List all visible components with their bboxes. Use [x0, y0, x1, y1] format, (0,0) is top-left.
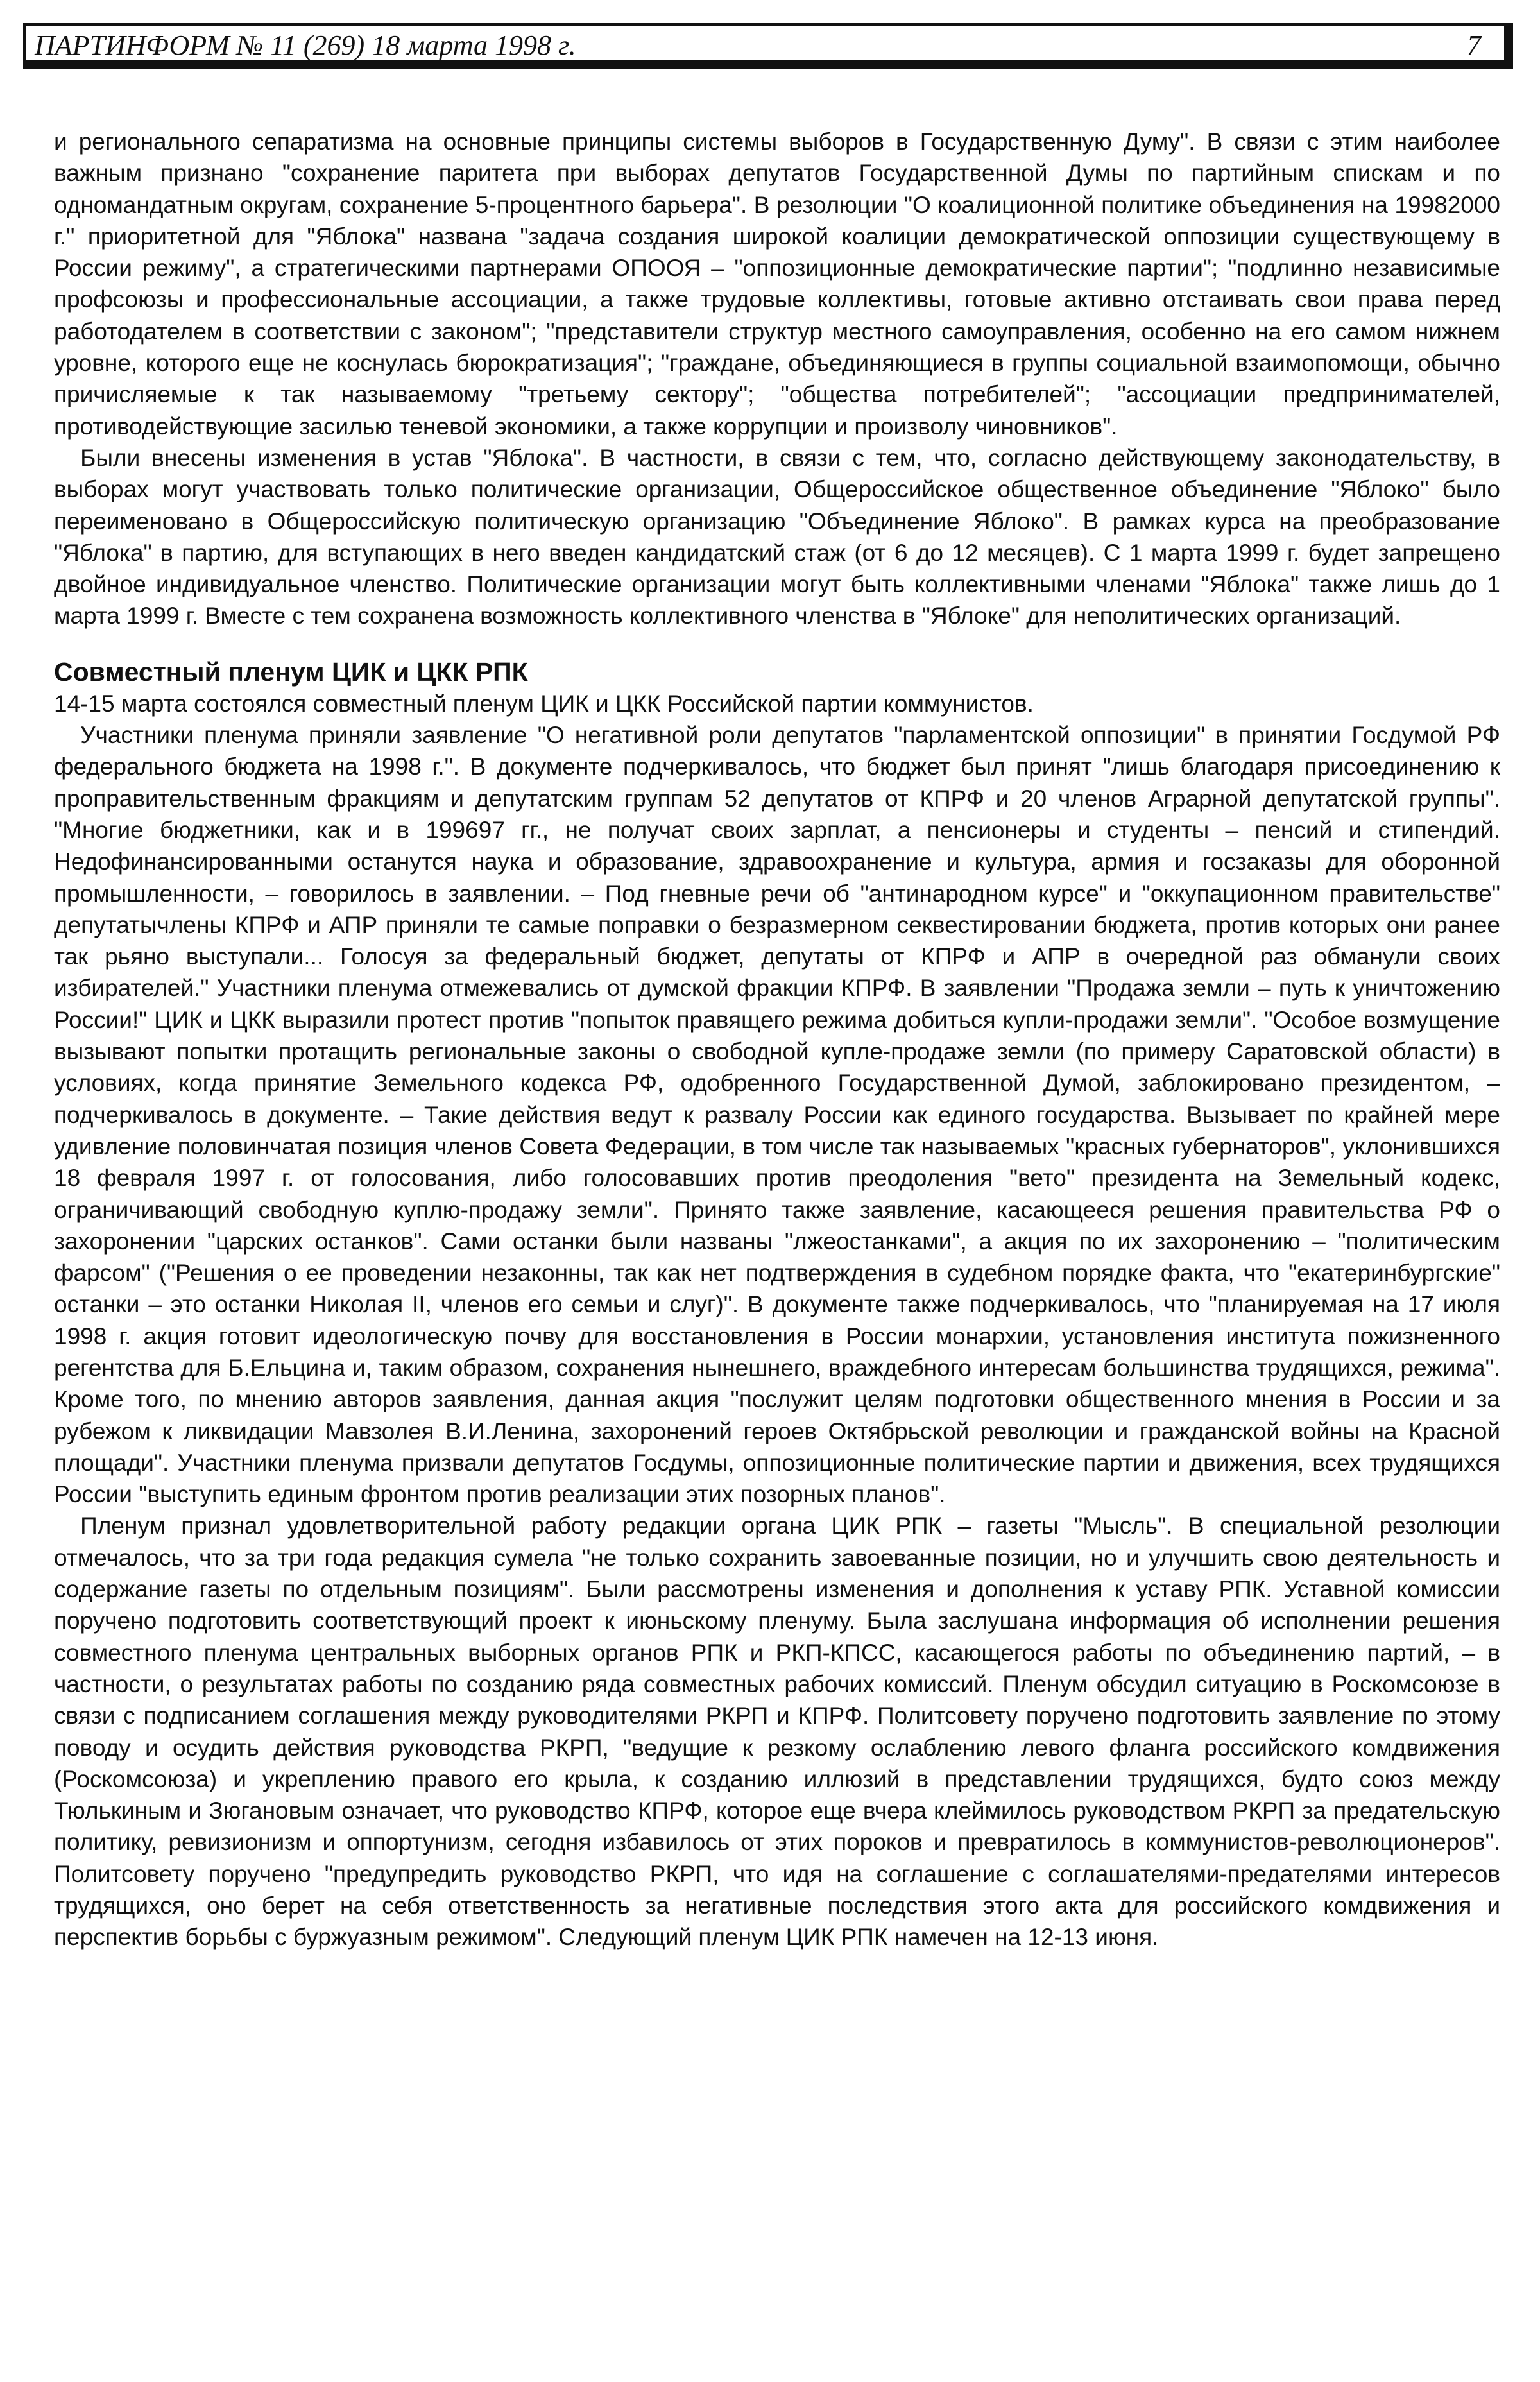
article-paragraph: и регионального сепаратизма на основные принципы системы выборов в Государственную Думу". В связи с этим наиболее важным признано "сохранение паритета при выборах депутатов Государственной Думы по партийным спискам и по одномандатным округам, сохранение 5-процентного барьера". В резолюции "О коалиционной политике объединения на 19982000 г." приоритетной для "Яблока" названа "задача создания широкой коалиции демократической оппозиции существующему в России режиму", а стратегическими партнерами ОПООЯ – "оппозиционные демократические партии"; "подлинно независимые профсоюзы и профессиональные ассоциации, а также трудовые коллективы, готовые активно отстаивать свои права перед работодателем в соответствии с законом"; "представители структур местного самоуправления, особенно на его самом нижнем уровне, которого еще не коснулась бюрократизация"; "граждане, объединяющиеся в группы социальной взаимопомощи, обычно причисляемые к так называемому "третьему сектору"; "общества потребителей"; "ассоциации предпринимателей, противодействующие засилью теневой экономики, а также коррупции и произволу чиновников". [54, 128, 1500, 440]
article-paragraph: Были внесены изменения в устав "Яблока". В частности, в связи с тем, что, согласно действующему законодательству, в выборах могут участвовать только политические организации, Общероссийское общественное объединение "Яблоко" было переименовано в Общероссийскую политическую организацию "Объединение Яблоко". В рамках курса на преобразование "Яблока" в партию, для вступающих в него введен кандидатский стаж (от 6 до 12 месяцев). С 1 марта 1999 г. будет запрещено двойное индивидуальное членство. Политические организации могут быть коллективными членами "Яблока" также лишь до 1 марта 1999 г. Вместе с тем сохранена возможность коллективного членства в "Яблоке" для неполитических организаций. [54, 444, 1500, 630]
article-body [54, 126, 1500, 1953]
page-number: 7 [1467, 30, 1481, 61]
page-header [23, 23, 1513, 69]
publication-title: ПАРТИНФОРМ № 11 (269) 18 марта 1998 г. [35, 30, 576, 61]
section-paragraph: 14-15 марта состоялся совместный пленум ЦИК и ЦКК Российской партии коммунистов. [54, 690, 1034, 717]
section-heading: Совместный пленум ЦИК и ЦКК РПК [54, 656, 528, 687]
section-paragraph: Участники пленума приняли заявление "О негативной роли депутатов "парламентской оппозиции" в принятии Госдумой РФ федерального бюджета на 1998 г.". В документе подчеркивалось, что бюджет был принят "лишь благодаря присоединению к проправительственным фракциям и депутатским группам 52 депутатов от КПРФ и 20 членов Аграрной депутатской группы". "Многие бюджетники, как и в 199697 гг., не получат своих зарплат, а пенсионеры и студенты – пенсий и стипендий. Недофинансированными останутся наука и образование, здравоохранение и культура, армия и госзаказы для оборонной промышленности, – говорилось в заявлении. – Под гневные речи об "антинародном курсе" и "оккупационном правительстве" депутатычлены КПРФ и АПР приняли те самые поправки о безразмерном секвестировании бюджета, против которых они ранее так рьяно выступали... Голосуя за федеральный бюджет, депутаты от КПРФ и АПР в очередной раз обманули своих избирателей." Участники пленума отмежевались от думской фракции КПРФ. В заявлении "Продажа земли – путь к уничтожению России!" ЦИК и ЦКК выразили протест против "попыток правящего режима добиться купли-продажи земли". "Особое возмущение вызывают попытки протащить региональные законы о свободной купле-продаже земли (по примеру Саратовской области) в условиях, когда принятие Земельного кодекса РФ, одобренного Государственной Думой, заблокировано президентом, – подчеркивалось в документе. – Такие действия ведут к развалу России как единого государства. Вызывает по крайней мере удивление половинчатая позиция членов Совета Федерации, в том числе так называемых "красных губернаторов", уклонившихся 18 февраля 1997 г. от голосования, либо голосовавших против преодоления "вето" президента на Земельный кодекс, ограничивающий свободную куплю-продажу земли". Принято также заявление, касающееся решения правительства РФ о захоронении "царских останков". Сами останки были названы "лжеостанками", а акция по их захоронению – "политическим фарсом" ("Решения о ее проведении незаконны, так как нет подтверждения в судебном порядке факта, что "екатеринбургские" останки – это останки Николая II, членов его семьи и слуг)". В документе также подчеркивалось, что "планируемая на 17 июля 1998 г. акция готовит идеологическую почву для восстановления в России монархии, установления института пожизненного регентства для Б.Ельцина и, таким образом, сохранения нынешнего, враждебного интересам большинства трудящихся, режима". Кроме того, по мнению авторов заявления, данная акция "послужит целям подготовки общественного мнения в России и за рубежом к ликвидации Мавзолея В.И.Ленина, захоронений героев Октябрьской революции и гражданской войны на Красной площади". Участники пленума призвали депутатов Госдумы, оппозиционные политические партии и движения, всех трудящихся России "выступить единым фронтом против реализации этих позорных планов". [54, 722, 1500, 1508]
section-paragraph: Пленум признал удовлетворительной работу редакции органа ЦИК РПК – газеты "Мысль". В специальной резолюции отмечалось, что за три года редакция сумела "не только сохранить завоеванные позиции, но и улучшить свою деятельность и содержание газеты по отдельным позициям". Были рассмотрены изменения и дополнения к уставу РПК. Уставной комиссии поручено подготовить соответствующий проект к июньскому пленуму. Была заслушана информация об исполнении решения совместного пленума центральных выборных органов РПК и РКП-КПСС, касающегося работы по объединению партий, – в частности, о результатах работы по созданию ряда совместных рабочих комиссий. Пленум обсудил ситуацию в Роскомсоюзе в связи с подписанием соглашения между руководителями РКРП и КПРФ. Политсовету поручено подготовить заявление по этому поводу и осудить действия руководства РКРП, "ведущие к резкому ослаблению левого фланга российского комдвижения (Роскомсоюза) и укреплению правого его крыла, к созданию иллюзий в представлении трудящихся, будто союз между Тюлькиным и Зюгановым означает, что руководство КПРФ, которое еще вчера клеймилось руководством РКРП за предательскую политику, ревизионизм и оппортунизм, сегодня избавилось от этих пороков и превратилось в коммунистов-революционеров". Политсовету поручено "предупредить руководство РКРП, что идя на соглашение с соглашателями-предателями интересов трудящихся, оно берет на себя ответственность за негативные последствия этого акта для российского комдвижения и перспектив борьбы с буржуазным режимом". Следующий пленум ЦИК РПК намечен на 12-13 июня. [54, 1512, 1500, 1951]
